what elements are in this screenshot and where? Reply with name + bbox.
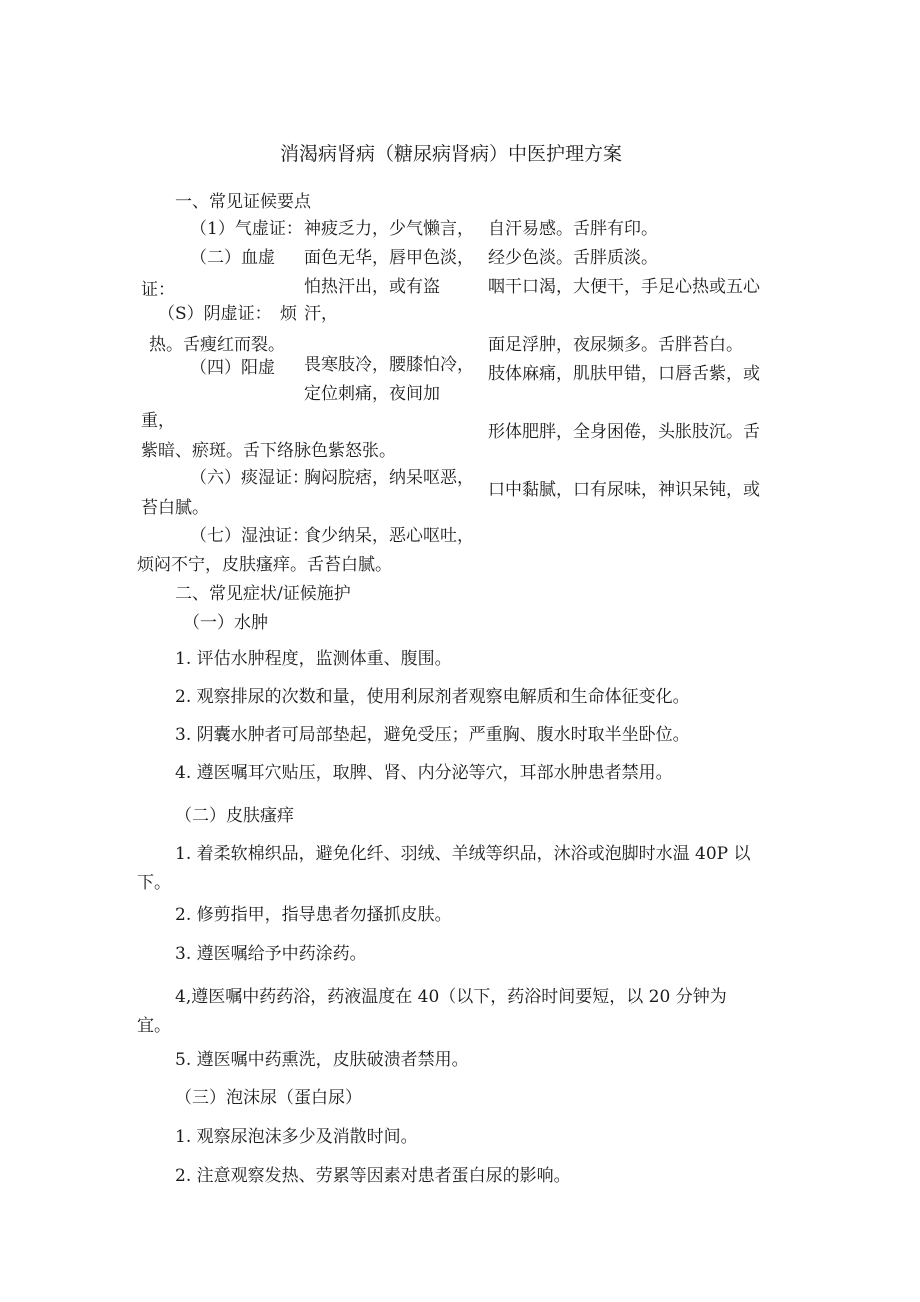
text-fragment: 口中黏腻，口有尿味，神识呆钝，或 xyxy=(488,480,760,500)
text-fragment: 胸闷脘痞，纳呆呕恶， xyxy=(304,468,474,488)
text-fragment: 形体肥胖，全身困倦，头胀肢沉。舌 xyxy=(488,422,760,442)
subsection-heading: （三）泡沫尿（蛋白尿） xyxy=(175,1088,362,1108)
text-fragment: 热。舌瘦红而裂。 xyxy=(149,335,285,355)
text-fragment: 定位刺痛，夜间加 xyxy=(304,384,440,404)
subsection-heading: （二）皮肤瘙痒 xyxy=(175,806,294,826)
text-fragment: 自汗易感。舌胖有印。 xyxy=(488,219,658,239)
syndrome-label-yangxu: （四）阳虚 xyxy=(190,358,275,378)
text-fragment: 面足浮肿，夜尿频多。舌胖苔白。 xyxy=(488,335,743,355)
document-title: 消渴病肾病（糖尿病肾病）中医护理方案 xyxy=(280,143,623,165)
list-item-continuation: 宜。 xyxy=(137,1016,171,1036)
section-heading: 二、常见症状/证候施护 xyxy=(175,584,351,604)
list-item: 5. 遵医嘱中药熏洗，皮肤破溃者禁用。 xyxy=(175,1050,469,1070)
list-item-continuation: 下。 xyxy=(137,873,171,893)
list-item: 1. 着柔软棉织品，避免化纤、羽绒、羊绒等织品，沐浴或泡脚时水温 40P 以 xyxy=(175,844,751,864)
text-fragment: 食少纳呆，恶心呕吐， xyxy=(304,526,474,546)
text-fragment: 苔白腻。 xyxy=(141,498,209,518)
list-item: 1. 观察尿泡沫多少及消散时间。 xyxy=(175,1127,418,1147)
text-fragment: 紫暗、瘀斑。舌下络脉色紫怒张。 xyxy=(141,441,396,461)
syndrome-label-yinxu: （S）阴虚证： xyxy=(158,304,272,324)
section-heading: 一、常见证候要点 xyxy=(175,192,311,212)
syndrome-label-qixu: （1）气虚证： xyxy=(190,219,303,239)
list-item: 2. 修剪指甲，指导患者勿搔抓皮肤。 xyxy=(175,905,452,925)
list-item: 4,遵医嘱中药药浴，药液温度在 40（以下，药浴时间要短，以 20 分钟为 xyxy=(175,987,727,1007)
syndrome-label-shizhuo: （七）湿浊证： xyxy=(190,526,309,546)
text-fragment: 烦闷不宁，皮肤瘙痒。舌苔白腻。 xyxy=(137,555,392,575)
list-item: 3. 阴囊水肿者可局部垫起，避免受压；严重胸、腹水时取半坐卧位。 xyxy=(175,725,690,745)
syndrome-label-tanshi: （六）痰湿证： xyxy=(190,468,309,488)
syndrome-label-xuexu: （二）血虚 xyxy=(190,248,275,268)
text-fragment: 神疲乏力，少气懒言， xyxy=(304,219,474,239)
text-fragment: 咽干口渴，大便干，手足心热或五心 xyxy=(488,277,760,297)
list-item: 2. 观察排尿的次数和量，使用利尿剂者观察电解质和生命体征变化。 xyxy=(175,687,690,707)
text-fragment: 汗， xyxy=(304,304,338,324)
text-fragment: 证： xyxy=(141,280,175,300)
text-fragment: 畏寒肢冷，腰膝怕冷， xyxy=(304,355,474,375)
text-fragment: 烦 xyxy=(280,304,297,324)
list-item: 2. 注意观察发热、劳累等因素对患者蛋白尿的影响。 xyxy=(175,1166,571,1186)
text-fragment: 重， xyxy=(141,411,175,431)
text-fragment: 肢体麻痛，肌肤甲错，口唇舌紫，或 xyxy=(488,364,760,384)
list-item: 3. 遵医嘱给予中药涂药。 xyxy=(175,944,367,964)
text-fragment: 面色无华，唇甲色淡， xyxy=(304,248,474,268)
text-fragment: 怕热汗出，或有盗 xyxy=(304,277,440,297)
text-fragment: 经少色淡。舌胖质淡。 xyxy=(488,248,658,268)
list-item: 1. 评估水肿程度，监测体重、腹围。 xyxy=(175,649,452,669)
subsection-heading: （一）水肿 xyxy=(183,613,268,633)
list-item: 4. 遵医嘱耳穴贴压，取脾、肾、内分泌等穴，耳部水肿患者禁用。 xyxy=(175,763,673,783)
